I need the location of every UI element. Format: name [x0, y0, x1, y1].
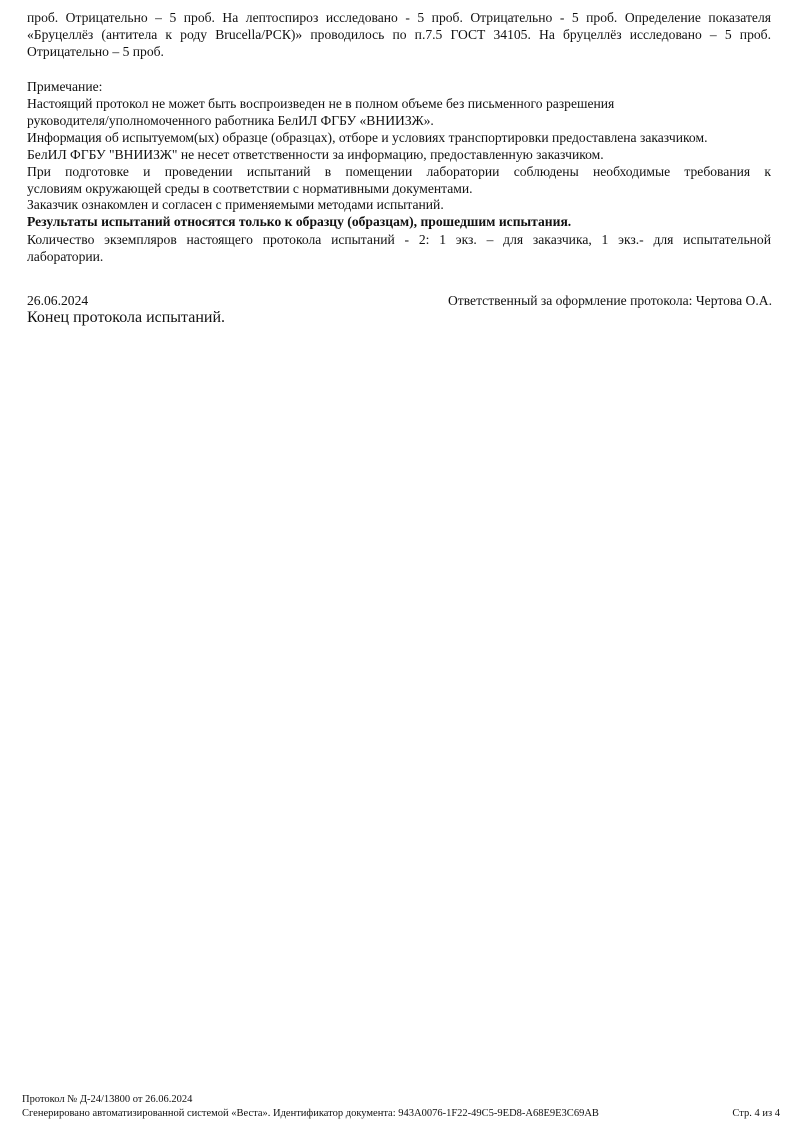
text-line: проб. Отрицательно – 5 проб. На лептоспироз исследовано - 5 проб. Отрицательно - 5 проб. Определение показателя — [27, 10, 771, 25]
text-line: БелИЛ ФГБУ "ВНИИЗЖ" не несет ответственности за информацию, предоставленную заказчиком. — [27, 147, 604, 162]
responsible-person: Ответственный за оформление протокола: Чертова О.А. — [447, 293, 772, 308]
note-heading: Примечание: — [27, 79, 103, 94]
end-of-protocol: Конец протокола испытаний. — [27, 309, 226, 326]
text-line: Отрицательно – 5 проб. — [27, 44, 164, 59]
results-disclaimer: Результаты испытаний относятся только к образцу (образцам), прошедшим испытания. — [27, 214, 572, 229]
page-number: Стр. 4 из 4 — [732, 1108, 780, 1119]
footer-generated-by: Сгенерировано автоматизированной системой «Веста». Идентификатор документа: 943A0076-1F22-49C5-9ED8-A68E9E3C69AB — [22, 1108, 599, 1119]
text-line: При подготовке и проведении испытаний в помещении лаборатории соблюдены необходимые требования к — [27, 164, 771, 179]
text-line: лаборатории. — [27, 249, 104, 264]
text-line: руководителя/уполномоченного работника БелИЛ ФГБУ «ВНИИЗЖ». — [27, 113, 434, 128]
text-line: Заказчик ознакомлен и согласен с применяемыми методами испытаний. — [27, 197, 444, 212]
text-line: Количество экземпляров настоящего протокола испытаний - 2: 1 экз. – для заказчика, 1 экз.- для испытательной — [27, 232, 771, 247]
text-line: Настоящий протокол не может быть воспроизведен не в полном объеме без письменного разрешения — [27, 96, 615, 111]
text-line: условиям окружающей среды в соответствии с нормативными документами. — [27, 181, 473, 196]
footer-protocol-number: Протокол № Д-24/13800 от 26.06.2024 — [22, 1094, 193, 1105]
signature-date: 26.06.2024 — [27, 293, 89, 308]
text-line: Информация об испытуемом(ых) образце (образцах), отборе и условиях транспортировки предоставлена заказчиком. — [27, 130, 708, 145]
text-line: «Бруцеллёз (антитела к роду Brucella/РСК)» проводилось по п.7.5 ГОСТ 34105. На бруцеллёз исследовано – 5 проб. — [27, 27, 771, 42]
